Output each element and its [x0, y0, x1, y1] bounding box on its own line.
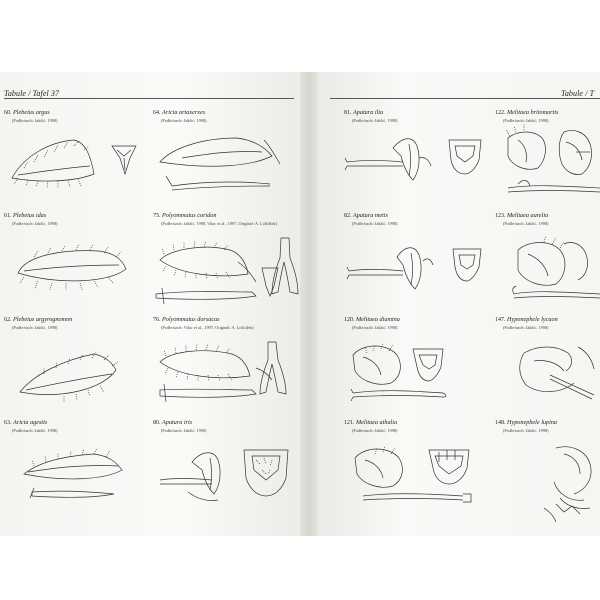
source-citation: (Podle/nach: Jakšić, 1998): [12, 221, 58, 226]
source-citation: (Podle/nach: Jakšić, 1998): [503, 428, 549, 433]
species-name: Hyponephele lycaon: [507, 316, 558, 323]
book-gutter: [300, 72, 318, 536]
genitalia-drawing-82: [343, 235, 493, 305]
genitalia-drawing-63: [4, 440, 144, 510]
species-name: Aricia artaxerxes: [162, 109, 206, 116]
species-name: Polyommatus dorsacus: [162, 316, 220, 323]
entry-number: 82.: [344, 213, 352, 219]
entry-number: 148.: [495, 420, 506, 426]
entry-number: 120.: [344, 317, 355, 323]
entry-60: [4, 109, 134, 123]
species-name: Polyommatus coridon: [162, 212, 217, 219]
entry-76: [153, 316, 293, 330]
source-citation: (Podle/nach: Jakšić, 1998, Vilac et al., 1997, Originál: A. Lošťálek): [161, 221, 277, 226]
genitalia-drawing-76: [152, 340, 300, 415]
source-citation: (Podle/nach: Jakšić, 1998): [12, 118, 58, 123]
species-name: Apatura metis: [353, 212, 388, 219]
genitalia-drawing-61: [4, 235, 144, 305]
source-citation: (Podle/nach: Jakšić, 1998): [352, 325, 398, 330]
entry-61: [4, 212, 134, 226]
entry-81: [344, 109, 474, 123]
genitalia-drawing-62: [4, 338, 144, 413]
species-name: Melitaea athalia: [356, 419, 398, 426]
entry-80: [153, 419, 283, 433]
entry-82: [344, 212, 474, 226]
entry-121: [344, 419, 474, 433]
entry-number: 64.: [153, 110, 161, 116]
entry-number: 123.: [495, 213, 506, 219]
left-header-rule: [4, 98, 294, 99]
right-page-header: Tabule / T: [561, 89, 595, 98]
source-citation: (Podle/nach: Jakšić, 1998): [161, 118, 207, 123]
genitalia-drawing-148: [494, 438, 600, 523]
entry-63: [4, 419, 134, 433]
right-header-rule: [330, 98, 600, 99]
entry-number: 62.: [4, 317, 12, 323]
source-citation: (Podle/nach: Vilac et al., 1997, Originál: A. Lošťálek): [161, 325, 254, 330]
genitalia-drawing-80: [152, 440, 300, 515]
source-citation: (Podle/nach: Jakšić, 1998): [352, 118, 398, 123]
entry-number: 81.: [344, 110, 352, 116]
source-citation: (Podle/nach: Jakšić, 1998): [503, 221, 549, 226]
genitalia-drawing-75: [152, 238, 300, 313]
entry-number: 147.: [495, 317, 506, 323]
species-name: Melitaea diamina: [356, 316, 400, 323]
source-citation: (Podle/nach: Jakšić, 1998): [352, 428, 398, 433]
entry-number: 60.: [4, 110, 12, 116]
genitalia-drawing-64: [152, 128, 292, 203]
entry-number: 80.: [153, 420, 161, 426]
genitalia-drawing-120: [343, 335, 493, 415]
genitalia-drawing-123: [494, 230, 600, 315]
entry-number: 63.: [4, 420, 12, 426]
entry-75: [153, 212, 278, 226]
source-citation: (Podle/nach: Jakšić, 1998): [12, 428, 58, 433]
species-name: Melitaea aurelia: [507, 212, 549, 219]
species-name: Apatura ilia: [353, 109, 384, 116]
species-name: Melitaea britomartis: [507, 109, 559, 116]
source-citation: (Podle/nach: Jakšić, 1998): [352, 221, 398, 226]
entry-number: 121.: [344, 420, 355, 426]
source-citation: (Podle/nach: Jakšić, 1998): [161, 428, 207, 433]
entry-64: [153, 109, 283, 123]
genitalia-drawing-60: [4, 128, 144, 198]
left-page-header: Tabule / Tafel 37: [4, 89, 60, 98]
entry-number: 76.: [153, 317, 161, 323]
species-name: Aricia agestis: [13, 419, 48, 426]
source-citation: (Podle/nach: Jakšić, 1998): [503, 118, 549, 123]
species-name: Plebeius argus: [13, 109, 50, 116]
entry-120: [344, 316, 474, 330]
source-citation: (Podle/nach: Jakšić, 1998): [12, 325, 58, 330]
genitalia-drawing-81: [343, 128, 493, 198]
genitalia-drawing-147: [494, 335, 600, 415]
entry-number: 61.: [4, 213, 12, 219]
entry-number: 75.: [153, 213, 161, 219]
entry-62: [4, 316, 134, 330]
species-name: Hyponephele lupina: [507, 419, 558, 426]
entry-147: [495, 316, 600, 330]
species-name: Plebeius idas: [13, 212, 47, 219]
species-name: Apatura iris: [162, 419, 193, 426]
entry-123: [495, 212, 600, 226]
genitalia-drawing-122: [494, 122, 600, 207]
genitalia-drawing-121: [343, 438, 493, 518]
species-name: Plebeius argyrognomon: [13, 316, 73, 323]
entry-number: 122.: [495, 110, 506, 116]
entry-148: [495, 419, 600, 433]
source-citation: (Podle/nach: Jakšić, 1998): [503, 325, 549, 330]
